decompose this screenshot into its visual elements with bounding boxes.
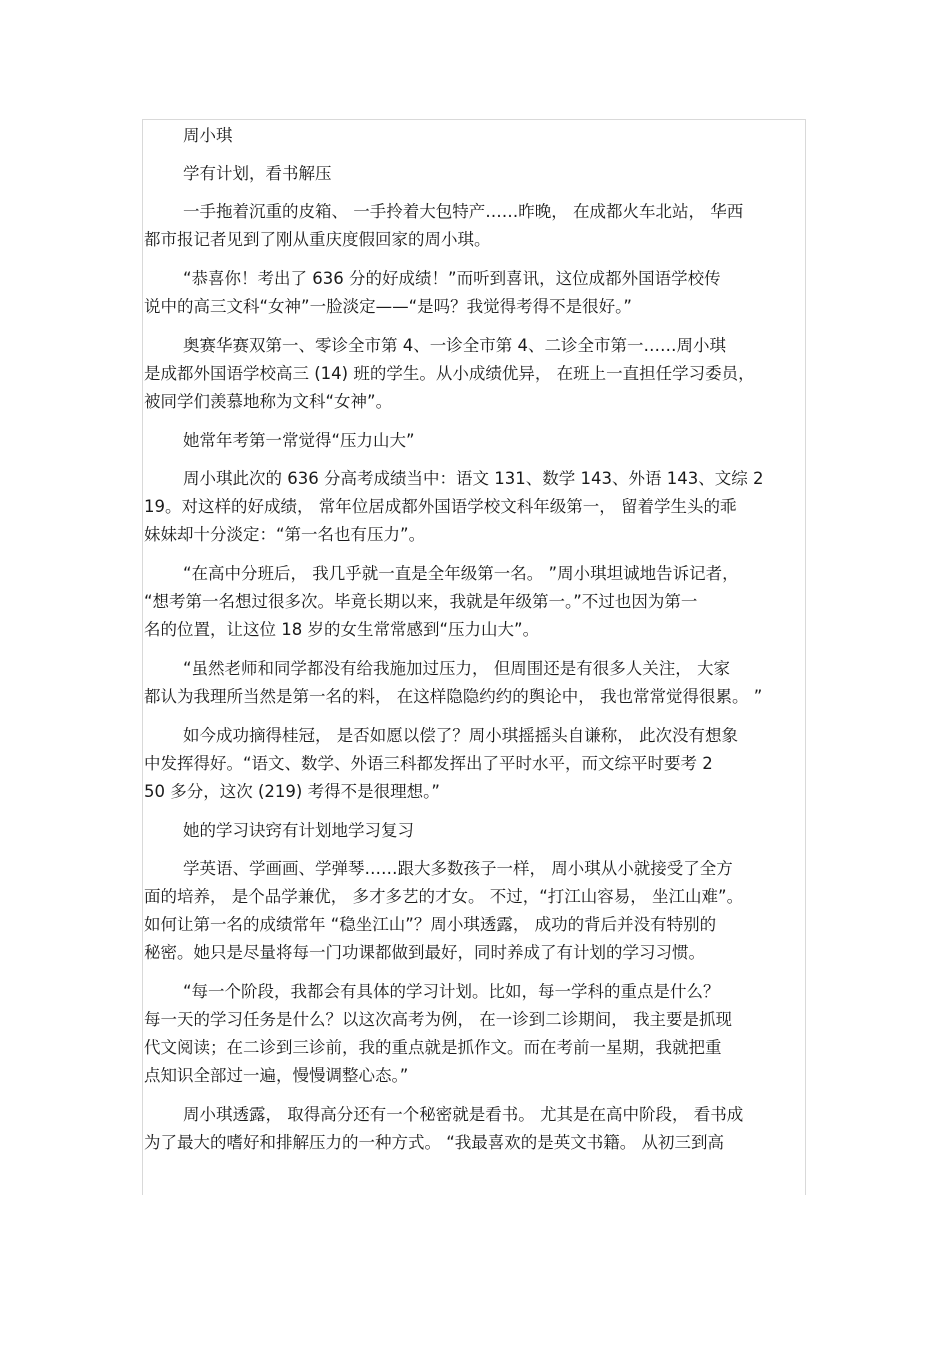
section-heading: 她的学习诀窍有计划地学习复习 bbox=[183, 821, 414, 840]
paragraph bbox=[144, 465, 804, 549]
document-page bbox=[142, 119, 806, 1195]
paragraph-line: 学英语、学画画、学弹琴……跟大多数孩子一样， 周小琪从小就接受了全方 bbox=[183, 859, 733, 878]
paragraph-line: “在高中分班后， 我几乎就一直是全年级第一名。 ”周小琪坦诚地告诉记者， bbox=[183, 564, 739, 583]
paragraph-line: 都市报记者见到了刚从重庆度假回家的周小琪。 bbox=[144, 230, 491, 249]
paragraph-line: 秘密。她只是尽量将每一门功课都做到最好，同时养成了有计划的学习习惯。 bbox=[144, 943, 705, 962]
paragraph-line: 周小琪透露， 取得高分还有一个秘密就是看书。 尤其是在高中阶段， 看书成 bbox=[183, 1105, 744, 1124]
paragraph-line: 19。对这样的好成绩， 常年位居成都外国语学校文科年级第一， 留着学生头的乖 bbox=[144, 497, 737, 516]
paragraph-line: “恭喜你！考出了 636 分的好成绩！”而听到喜讯，这位成都外国语学校传 bbox=[183, 269, 721, 288]
paragraph bbox=[144, 978, 804, 1090]
paragraph-line: 如何让第一名的成绩常年 “稳坐江山”？周小琪透露， 成功的背后并没有特别的 bbox=[144, 915, 717, 934]
paragraph-line: 为了最大的嗜好和排解压力的一种方式。 “我最喜欢的是英文书籍。 从初三到高 bbox=[144, 1133, 725, 1152]
paragraph-line: “想考第一名想过很多次。毕竟长期以来，我就是年级第一。”不过也因为第一 bbox=[144, 592, 698, 611]
paragraph bbox=[144, 722, 804, 806]
paragraph-line: 一手拖着沉重的皮箱、 一手拎着大包特产……昨晚， 在成都火车北站， 华西 bbox=[183, 202, 744, 221]
paragraph-line: 周小琪此次的 636 分高考成绩当中：语文 131、数学 143、外语 143、文综 2 bbox=[183, 469, 764, 488]
paragraph-line: 代文阅读；在二诊到三诊前，我的重点就是抓作文。而在考前一星期，我就把重 bbox=[144, 1038, 722, 1057]
paragraph bbox=[144, 855, 804, 967]
paragraph bbox=[144, 1101, 804, 1157]
paragraph-line: 都认为我理所当然是第一名的料， 在这样隐隐约约的舆论中， 我也常常觉得很累。 ” bbox=[144, 687, 763, 706]
paragraph-line: 50 多分，这次 (219) 考得不是很理想。” bbox=[144, 782, 440, 801]
paragraph-line: 妹妹却十分淡定：“第一名也有压力”。 bbox=[144, 525, 426, 544]
paragraph bbox=[144, 655, 804, 711]
paragraph bbox=[144, 332, 804, 416]
paragraph-line: 每一天的学习任务是什么？以这次高考为例， 在一诊到二诊期间， 我主要是抓现 bbox=[144, 1010, 732, 1029]
paragraph bbox=[144, 265, 804, 321]
paragraph-line: 是成都外国语学校高三 (14) 班的学生。从小成绩优异， 在班上一直担任学习委员， bbox=[144, 364, 755, 383]
paragraph-line: “每一个阶段，我都会有具体的学习计划。比如，每一学科的重点是什么？ bbox=[183, 982, 720, 1001]
paragraph-line: 奥赛华赛双第一、零诊全市第 4、一诊全市第 4、二诊全市第一……周小琪 bbox=[183, 336, 726, 355]
paragraph-line: 面的培养， 是个品学兼优， 多才多艺的才女。 不过，“打江山容易， 坐江山难”。 bbox=[144, 887, 744, 906]
paragraph-line: 说中的高三文科“女神”一脸淡定——“是吗？我觉得考得不是很好。” bbox=[144, 297, 632, 316]
paragraph-line: 被同学们羡慕地称为文科“女神”。 bbox=[144, 392, 393, 411]
section-heading: 她常年考第一常觉得“压力山大” bbox=[183, 431, 415, 450]
paragraph-line: 中发挥得好。“语文、数学、外语三科都发挥出了平时水平，而文综平时要考 2 bbox=[144, 754, 713, 773]
paragraph-line: 点知识全部过一遍，慢慢调整心态。” bbox=[144, 1066, 409, 1085]
paragraph bbox=[144, 560, 804, 644]
article-body bbox=[144, 122, 804, 1168]
paragraph-line: 名的位置，让这位 18 岁的女生常常感到“压力山大”。 bbox=[144, 620, 540, 639]
paragraph-line: 如今成功摘得桂冠， 是否如愿以偿了？周小琪摇摇头自谦称， 此次没有想象 bbox=[183, 726, 738, 745]
article-title: 周小琪 bbox=[183, 126, 233, 145]
section-heading: 学有计划，看书解压 bbox=[183, 164, 332, 183]
paragraph bbox=[144, 198, 804, 254]
paragraph-line: “虽然老师和同学都没有给我施加过压力， 但周围还是有很多人关注， 大家 bbox=[183, 659, 731, 678]
